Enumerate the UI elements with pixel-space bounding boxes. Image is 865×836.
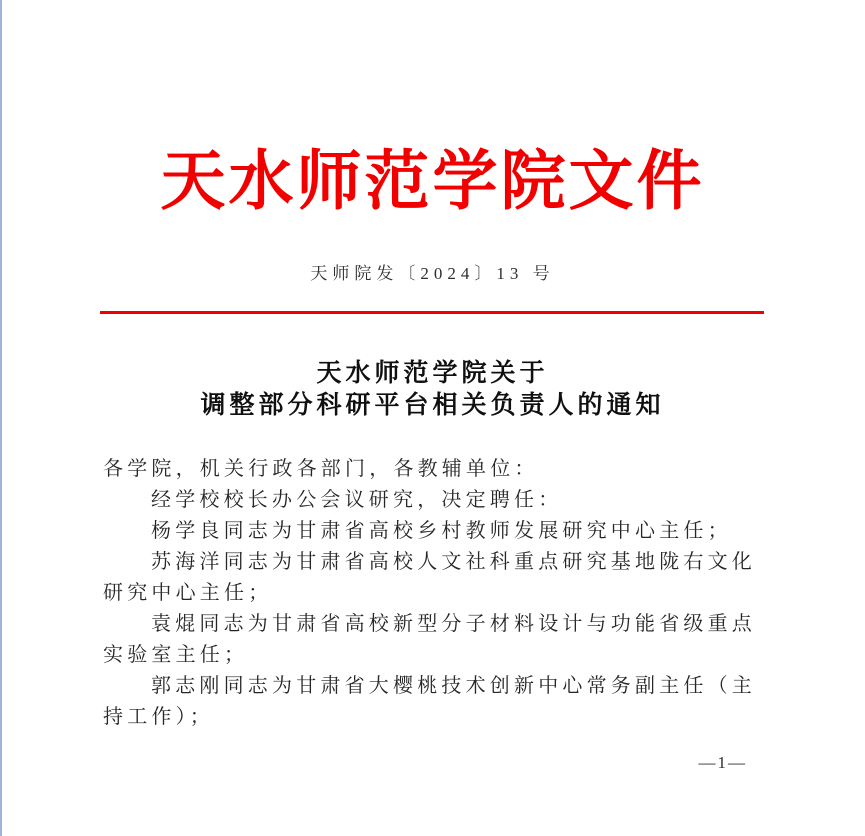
body-text-line: 研究中心主任； (103, 582, 273, 604)
body-text-line: 经学校校长办公会议研究，决定聘任： (151, 489, 563, 511)
body-text-line: 郭志刚同志为甘肃省大樱桃技术创新中心常务副主任（主 (151, 675, 756, 697)
red-separator-rule (100, 311, 764, 314)
body-text-line: 袁焜同志为甘肃省高校新型分子材料设计与功能省级重点 (151, 613, 756, 635)
body-text-line: 苏海洋同志为甘肃省高校人文社科重点研究基地陇右文化 (151, 551, 756, 573)
document-number: 天师院发〔2024〕13 号 (310, 264, 555, 283)
notice-title-line2: 调整部分科研平台相关负责人的通知 (200, 392, 665, 419)
notice-title (0, 358, 865, 422)
body-text-line: 持工作）； (103, 706, 214, 728)
body-text-line: 杨学良同志为甘肃省高校乡村教师发展研究中心主任； (151, 520, 732, 542)
body-text-line: 各学院，机关行政各部门，各教辅单位： (103, 458, 539, 480)
body-text-line: 实验室主任； (103, 644, 249, 666)
page-number: —1— (698, 753, 747, 772)
letterhead-title: 天水师范学院文件 (160, 146, 705, 218)
notice-title-line1: 天水师范学院关于 (316, 360, 549, 387)
notice-body (103, 454, 783, 733)
